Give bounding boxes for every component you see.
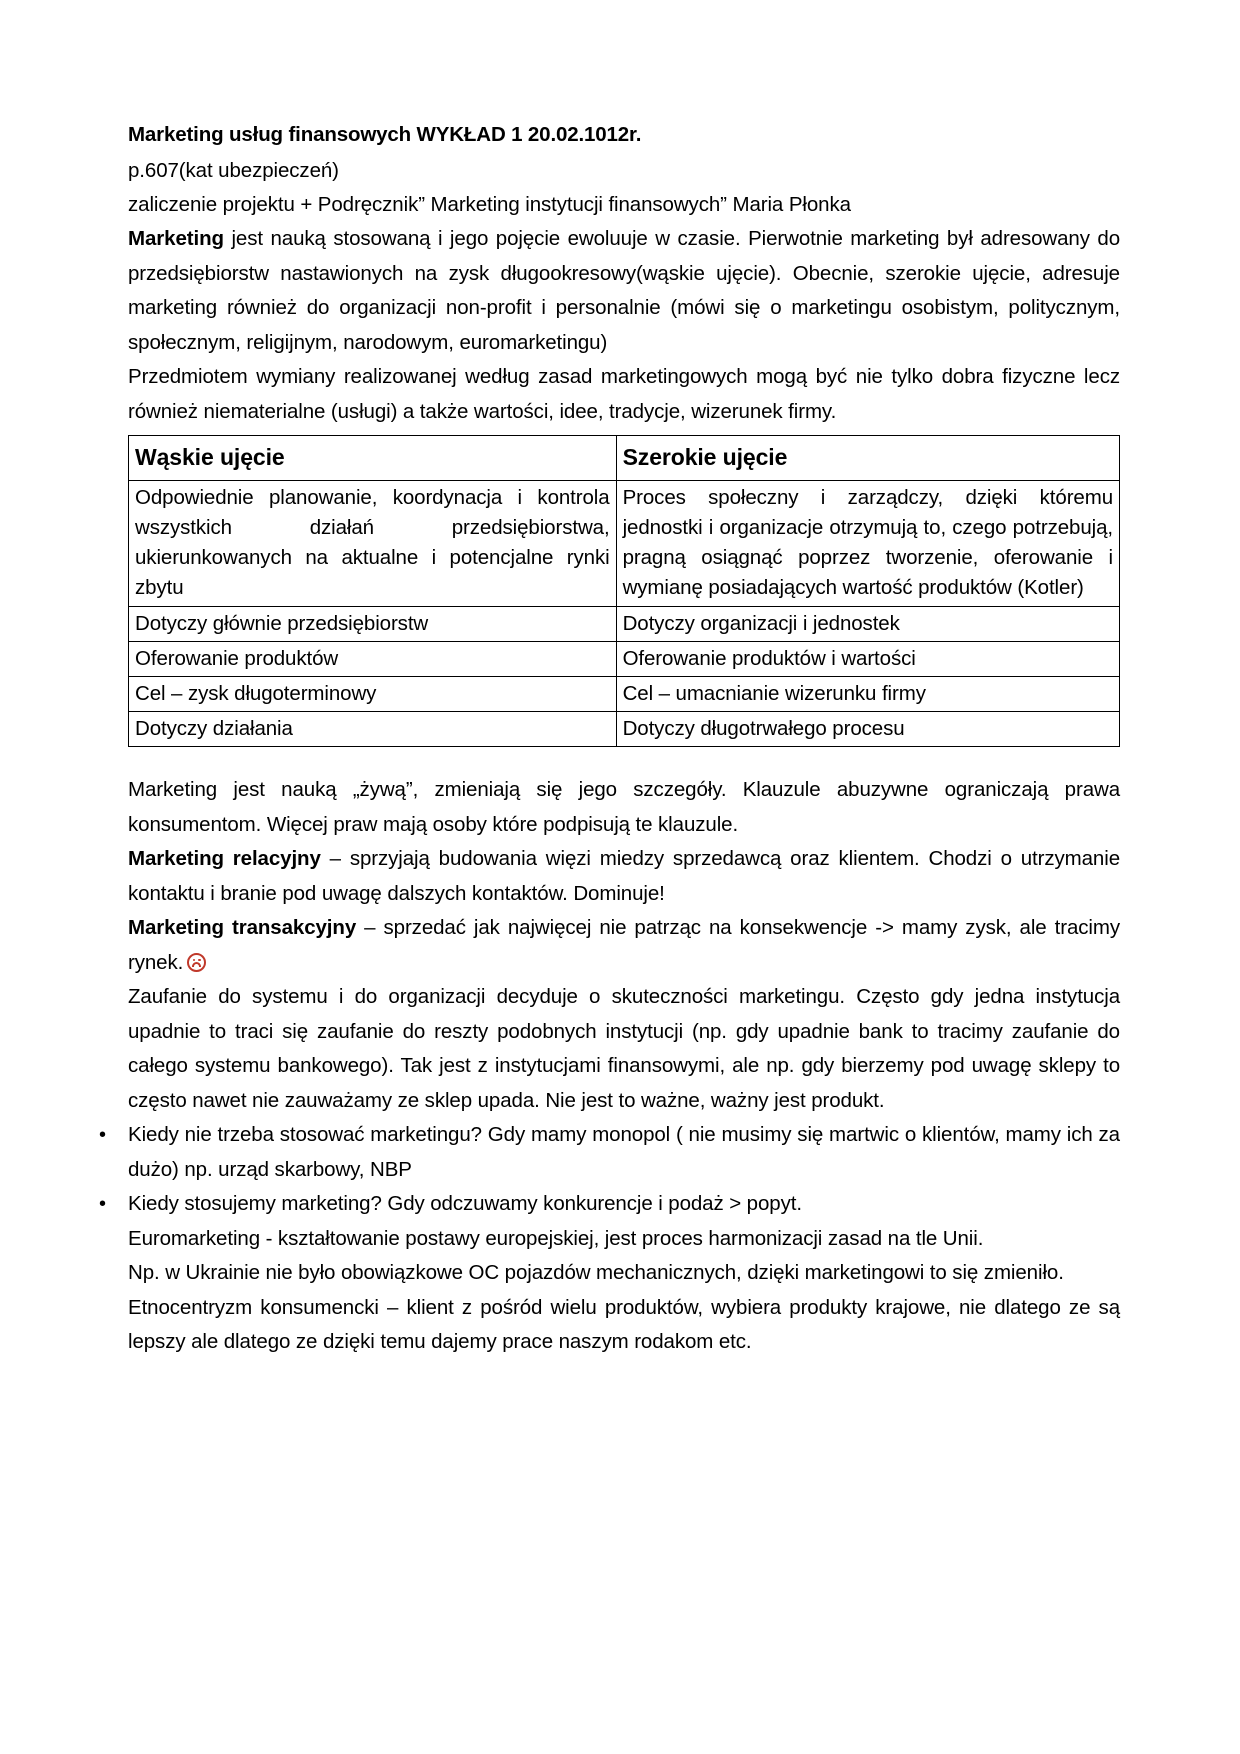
bullet-point-icon: • [99, 1124, 107, 1146]
body-paragraph-2 [128, 842, 1120, 911]
intro-body: jest nauką stosowaną i jego pojęcie ewoluuje w czasie. Pierwotnie marketing był adresowany do przedsiębiorstw nastawionych na zysk długookresowy(wąskie ujęcie). Obecnie, szerokie ujęcie, adresuje marketing również do organizacji non-profit i personalnie (mówi się o marketingu osobistym, politycznym, społecznym, religijnym, narodowym, euromarketingu) [128, 227, 1120, 354]
closing-paragraph-1: Euromarketing - kształtowanie postawy europejskiej, jest proces harmonizacji zasad na tle Unii. [128, 1226, 984, 1250]
relational-marketing-text: – sprzyjają budowania więzi miedzy sprzedawcą oraz klientem. Chodzi o utrzymanie kontaktu i branie pod uwagę dalszych kontaktów. Dominuje! [128, 847, 1120, 905]
body-paragraph-4: Zaufanie do systemu i do organizacji decyduje o skuteczności marketingu. Często gdy jedna instytucja upadnie to traci się zaufanie do reszty podobnych instytucji (np. gdy upadnie bank to tracimy zaufanie do całego systemu bankowego). Tak jest z instytucjami finansowymi, ale np. gdy bierzemy pod uwagę sklepy to często nawet nie zauważamy ze sklep upada. Nie jest to ważne, ważny jest produkt. [128, 985, 1120, 1112]
relational-marketing-term: Marketing relacyjny [128, 847, 321, 870]
table-header-broad: Szerokie ujęcie [616, 436, 1119, 481]
table-cell-right: Dotyczy organizacji i jednostek [616, 607, 1119, 642]
body-paragraph-1: Marketing jest nauką „żywą”, zmieniają się jego szczegóły. Klauzule abuzywne ograniczają prawa konsumentom. Więcej praw mają osoby które podpisują te klauzule. [128, 778, 1120, 836]
table-cell-right: Dotyczy długotrwałego procesu [616, 712, 1119, 747]
closing-paragraph-3: Etnocentryzm konsumencki – klient z pośród wielu produktów, wybiera produkty krajowe, nie dlatego ze są lepszy ale dlatego ze dzięki temu dajemy prace naszym rodakom etc. [128, 1295, 1120, 1353]
room-line: p.607(kat ubezpieczeń) [128, 159, 339, 182]
spacer [128, 747, 1120, 773]
page-title: Marketing usług finansowych WYKŁAD 1 20.02.1012r. [128, 123, 642, 146]
intro-paragraph-2: Przedmiotem wymiany realizowanej według zasad marketingowych mogą być nie tylko dobra fizyczne lecz również niematerialne (usługi) a także wartości, idee, tradycje, wizerunek firmy. [128, 365, 1120, 423]
credits-line: zaliczenie projektu + Podręcznik” Marketing instytucji finansowych” Maria Płonka [128, 193, 851, 216]
intro-paragraph [128, 222, 1120, 360]
table-cell-left: Oferowanie produktów [129, 642, 617, 677]
body-paragraph-3 [128, 911, 1120, 980]
table-cell-left: Dotyczy działania [129, 712, 617, 747]
bullet-list [83, 1118, 1120, 1222]
table-header-row [129, 436, 1120, 481]
table-cell-right: Cel – umacnianie wizerunku firmy [616, 677, 1119, 712]
intro-lead-bold: Marketing [128, 227, 224, 250]
sad-face-icon [187, 953, 206, 972]
table-row [129, 481, 1120, 607]
list-item-text: Kiedy stosujemy marketing? Gdy odczuwamy konkurencje i podaż > popyt. [128, 1192, 802, 1215]
list-item [83, 1118, 1120, 1187]
list-item [83, 1187, 1120, 1222]
table-cell-left: Odpowiednie planowanie, koordynacja i kontrola wszystkich działań przedsiębiorstwa, ukierunkowanych na aktualne i potencjalne rynki zbytu [129, 481, 617, 607]
transactional-marketing-term: Marketing transakcyjny [128, 916, 357, 939]
table-header-narrow: Wąskie ujęcie [129, 436, 617, 481]
document-content [99, 118, 1120, 1360]
table-row [129, 642, 1120, 677]
bullet-list-wrapper [83, 1118, 1120, 1222]
comparison-table [128, 435, 1120, 747]
table-cell-right: Proces społeczny i zarządczy, dzięki któremu jednostki i organizacje otrzymują to, czego potrzebują, pragną osiągnąć poprzez tworzenie, oferowanie i wymianę posiadających wartość produktów (Kotler) [616, 481, 1119, 607]
list-item-text: Kiedy nie trzeba stosować marketingu? Gdy mamy monopol ( nie musimy się martwic o klientów, mamy ich za dużo) np. urząd skarbowy, NBP [128, 1123, 1120, 1181]
table-cell-right: Oferowanie produktów i wartości [616, 642, 1119, 677]
transactional-marketing-text: – sprzedać jak najwięcej nie patrząc na konsekwencje -> mamy zysk, ale tracimy rynek. [128, 916, 1120, 974]
bullet-point-icon: • [99, 1193, 107, 1215]
table-row [129, 677, 1120, 712]
table-row [129, 712, 1120, 747]
table-cell-left: Dotyczy głównie przedsiębiorstw [129, 607, 617, 642]
table-cell-left: Cel – zysk długoterminowy [129, 677, 617, 712]
table-row [129, 607, 1120, 642]
closing-paragraph-2: Np. w Ukrainie nie było obowiązkowe OC pojazdów mechanicznych, dzięki marketingowi to się zmieniło. [128, 1261, 1064, 1284]
